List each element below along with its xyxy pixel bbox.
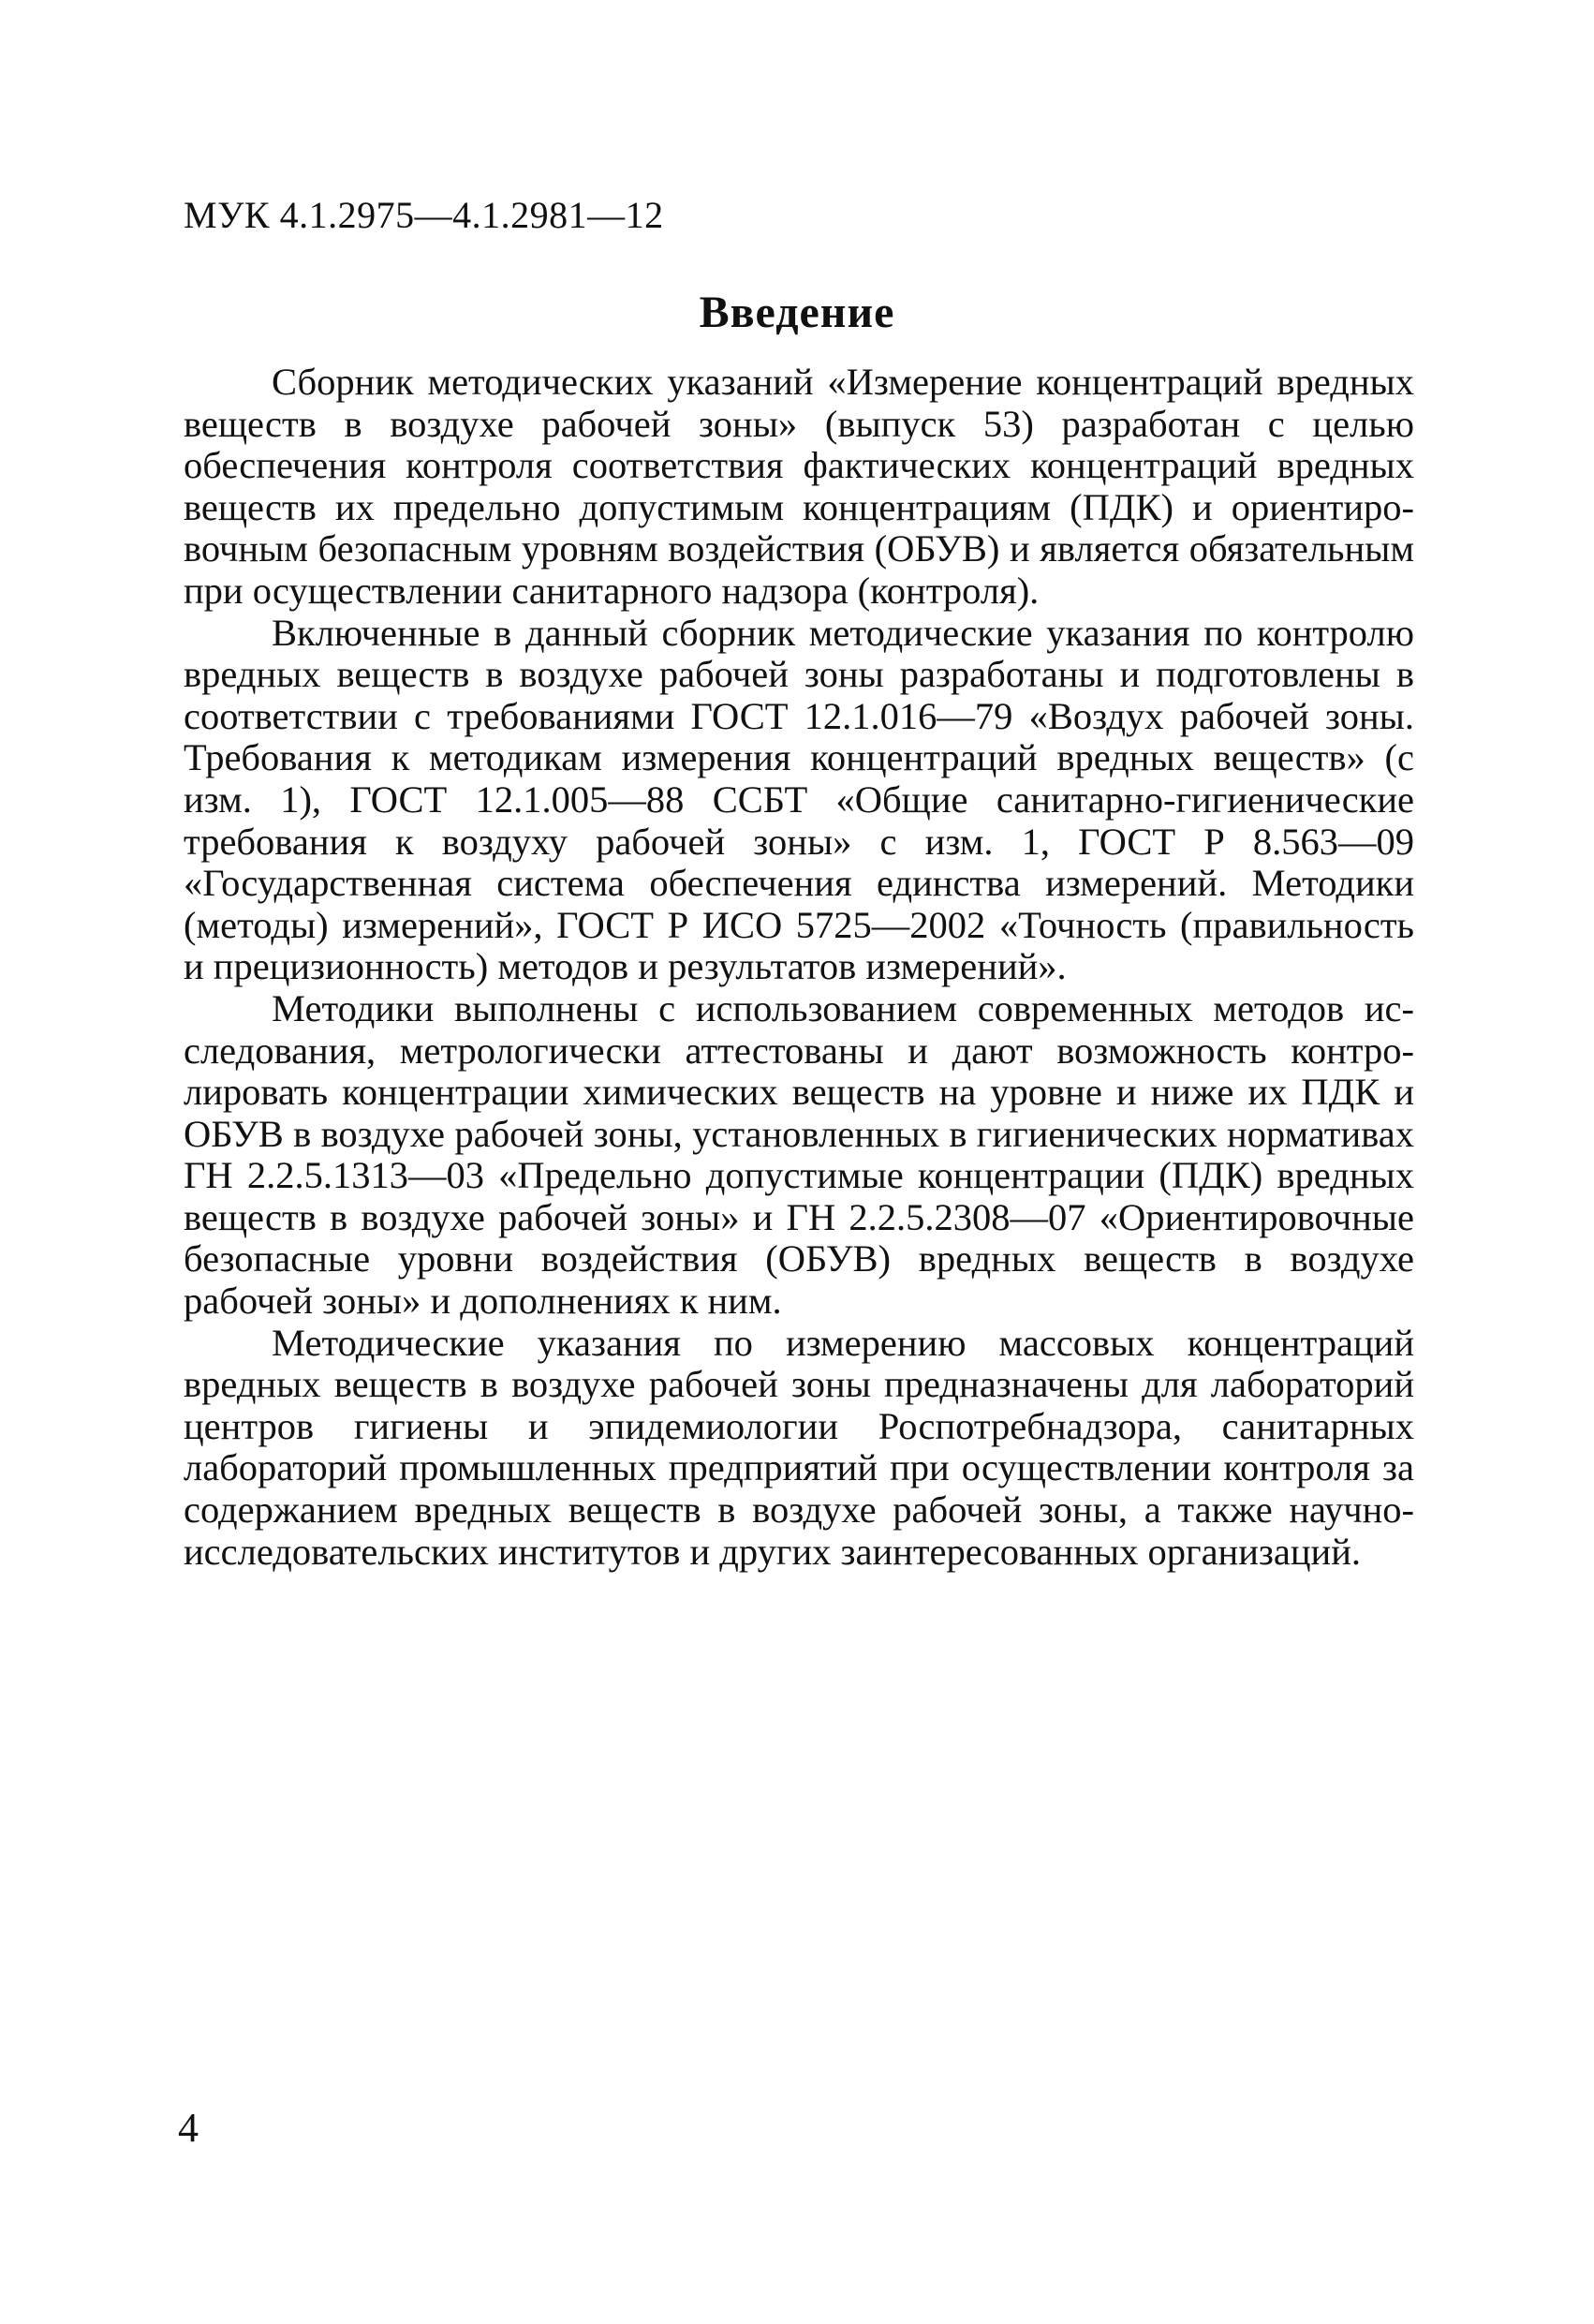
body-text (184, 362, 1414, 1573)
document-code: МУК 4.1.2975—4.1.2981—12 (184, 194, 664, 236)
paragraph: Методики выполнены с использованием современных методов исследования, метрологически аттестованы и дают возможность контролировать концентрации химических веществ на уровне и ниже их ПДК и ОБУВ в воздухе рабочей зоны, установленных в гигиенических нормативах ГН 2.2.5.1313—03 «Предельно допустимые концентрации (ПДК) вредных веществ в воздухе рабочей зоны» и ГН 2.2.5.2308—07 «Ориентировочные безопасные уровни воздействия (ОБУВ) вредных веществ в воздухе рабочей зоны» и дополнениях к ним. (184, 986, 1414, 1323)
paragraph: Методические указания по измерению массовых концентраций вредных веществ в воздухе рабочей зоны предназначены для лабораторий центров гигиены и эпидемиологии Роспотребнадзора, санитарных лабораторий промышленных предприятий при осуществлении контроля за содержанием вредных веществ в воздухе рабочей зоны, а также научно-исследовательских институтов и других заинтересованных организаций. (184, 1321, 1414, 1573)
paragraph: Включенные в данный сборник методические указания по контролю вредных веществ в воздухе рабочей зоны разработаны и подготовлены в соответствии с требованиями ГОСТ 12.1.016—79 «Воздух рабочей зоны. Требования к методикам измерения концентраций вредных веществ» (с изм. 1), ГОСТ 12.1.005—88 ССБТ «Общие санитарно-гигиенические требования к воздуху рабочей зоны» с изм. 1, ГОСТ Р 8.563—09 «Государственная система обеспечения единства измерений. Методики (методы) измерений», ГОСТ Р ИСО 5725—2002 «Точность (правильность и прецизионность) методов и результатов измерений». (184, 611, 1414, 988)
page-number: 4 (178, 2105, 199, 2151)
paragraph: Сборник методических указаний «Измерение концентраций вредных веществ в воздухе рабочей зоны» (выпуск 53) разработан с целью обеспечения контроля соответствия фактических концентраций вредных веществ их предельно допустимым концентрациям (ПДК) и ориентировочным безопасным уровням воздействия (ОБУВ) и является обязательным при осуществлении санитарного надзора (контроля). (184, 361, 1414, 612)
section-title: Введение (699, 288, 895, 337)
